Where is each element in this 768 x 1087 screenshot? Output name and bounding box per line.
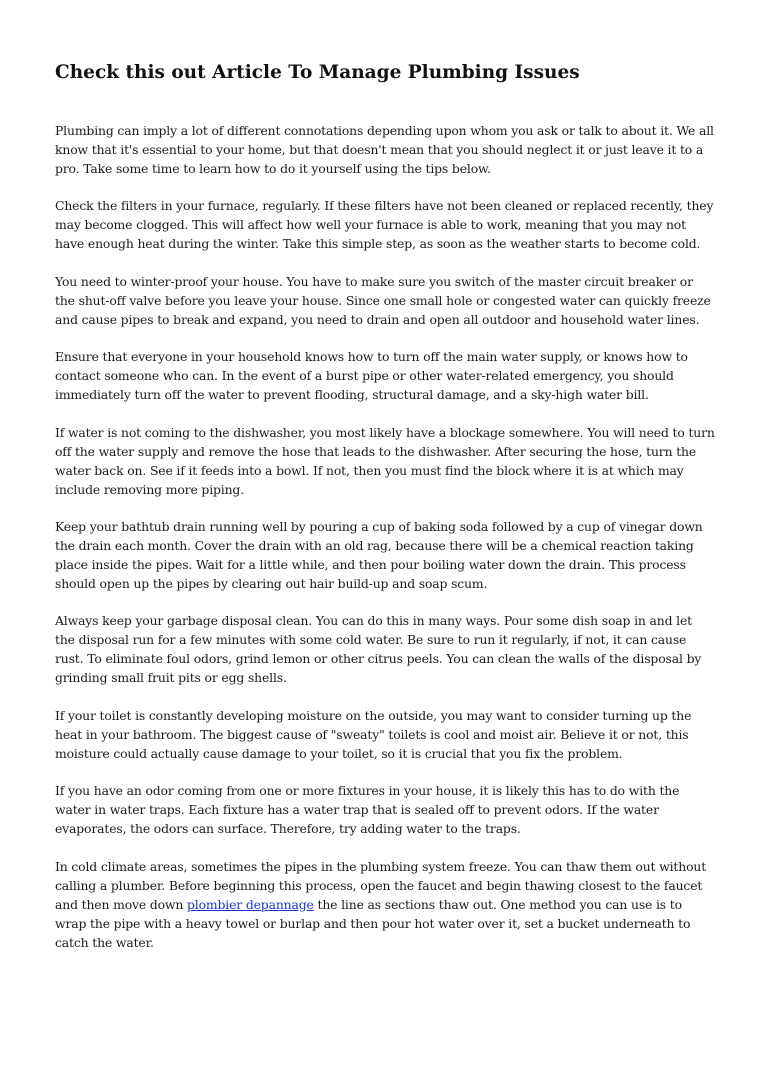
paragraph-frozen-pipes-text-start: In cold climate areas, sometimes the pipes in the plumbing system freeze. You can thaw them out without calling a plumber. Before beginning this process, open the faucet and begin thawing closest to the faucet and then move down [55,858,707,912]
paragraph-garbage-disposal: Always keep your garbage disposal clean. You can do this in many ways. Pour some dish soap in and let the disposal run for a few minutes with some cold water. Be sure to run it regularly, if not, it can cause rust. To eliminate foul odors, grind lemon or other citrus peels. You can clean the walls of the disposal by grinding small fruit pits or egg shells. [55,613,702,686]
paragraph-intro: Plumbing can imply a lot of different connotations depending upon whom you ask or talk to about it. We all know that it's essential to your home, but that doesn't mean that you should neglect it or just leave it to a pro. Take some time to learn how to do it yourself using the tips below. [55,123,714,176]
paragraph-water-traps: If you have an odor coming from one or more fixtures in your house, it is likely this has to do with the water in water traps. Each fixture has a water trap that is sealed off to prevent odors. If the water evaporates, the odors can surface. Therefore, try adding water to the traps. [55,783,680,837]
paragraph-bathtub-drain: Keep your bathtub drain running well by pouring a cup of baking soda followed by a cup of vinegar down the drain each month. Cover the drain with an old rag, because there will be a chemical reaction taking place inside the pipes. Wait for a little while, and then pour boiling water down the drain. This process should open up the pipes by clearing out hair build-up and soap scum. [55,518,703,591]
paragraph-frozen-pipes [55,857,715,952]
paragraph-winter-proof: You need to winter-proof your house. You have to make sure you switch of the master circuit breaker or the shut-off valve before you leave your house. Since one small hole or congested water can quickly freeze and cause pipes to break and expand, you need to drain and open all outdoor and household water lines. [55,273,711,327]
paragraph-furnace-filters: Check the filters in your furnace, regularly. If these filters have not been cleaned or replaced recently, they may become clogged. This will affect how well your furnace is able to work, meaning that you may not have enough heat during the winter. Take this simple step, as soon as the weather starts to become cold. [55,198,714,252]
article-title: Check this out Article To Manage Plumbing Issues [55,62,580,83]
document-page [55,58,715,970]
plombier-depannage-link[interactable]: plombier depannage [187,896,314,912]
paragraph-main-water-supply: Ensure that everyone in your household knows how to turn off the main water supply, or knows how to contact someone who can. In the event of a burst pipe or other water-related emergency, you should immediately turn off the water to prevent flooding, structural damage, and a sky-high water bill. [55,349,688,403]
paragraph-frozen-pipes-text-end: the line as sections thaw out. One method you can use is to wrap the pipe with a heavy towel or burlap and then pour hot water over it, set a bucket underneath to catch the water. [55,896,691,950]
paragraph-dishwasher: If water is not coming to the dishwasher, you most likely have a blockage somewhere. You will need to turn off the water supply and remove the hose that leads to the dishwasher. After securing the hose, turn the water back on. See if it feeds into a bowl. If not, then you must find the block where it is at which may include removing more piping. [55,424,715,497]
paragraph-toilet-moisture: If your toilet is constantly developing moisture on the outside, you may want to consider turning up the heat in your bathroom. The biggest cause of "sweaty" toilets is cool and moist air. Believe it or not, this moisture could actually cause damage to your toilet, so it is crucial that you fix the problem. [55,707,692,761]
